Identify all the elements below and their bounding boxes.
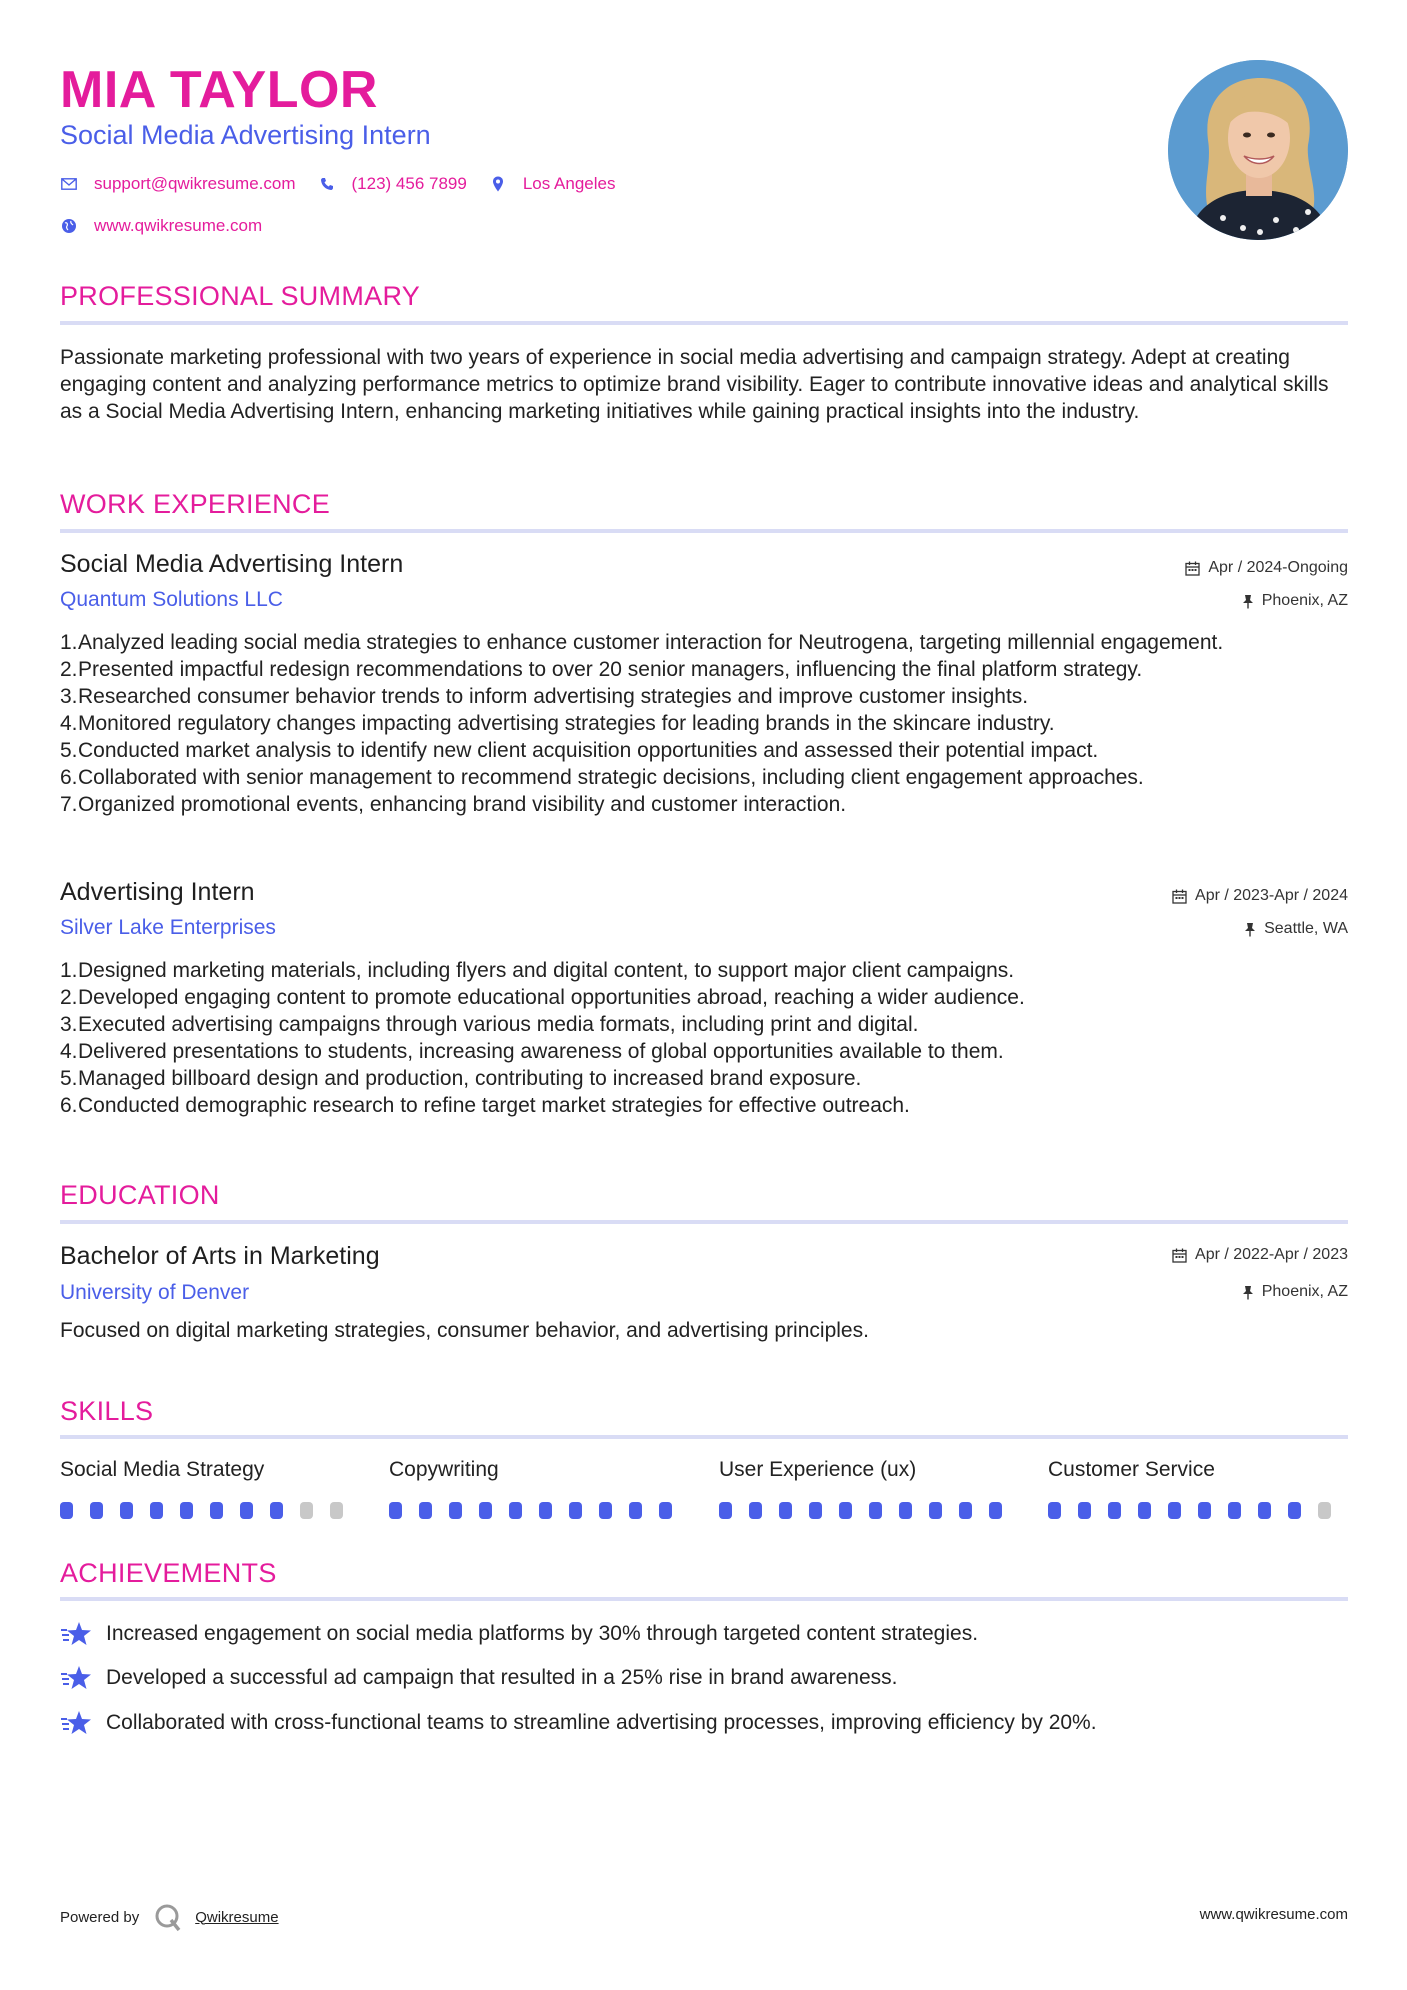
- candidate-role: Social Media Advertising Intern: [60, 120, 431, 150]
- skill-name: Social Media Strategy: [60, 1458, 265, 1481]
- rating-dot-filled: [629, 1502, 642, 1519]
- rating-dot-filled: [509, 1502, 522, 1519]
- candidate-name: MIA TAYLOR: [60, 61, 378, 119]
- job-bullets: [60, 957, 1348, 1119]
- skill-item: [1048, 1458, 1348, 1519]
- list-item: 1. Analyzed leading social media strategies to enhance customer interaction for Neutrogena, targeting millennial engagement.: [60, 631, 1224, 654]
- job-location-text: Seattle, WA: [1264, 920, 1348, 937]
- section-title-education: EDUCATION: [60, 1180, 220, 1210]
- powered-by-label: Powered by: [60, 1908, 140, 1926]
- rating-dot-filled: [1138, 1502, 1151, 1519]
- section-title-achievements: ACHIEVEMENTS: [60, 1558, 277, 1588]
- list-item: 3. Executed advertising campaigns through various media formats, including print and digital.: [60, 1013, 919, 1036]
- rating-dot-filled: [270, 1502, 283, 1519]
- rating-dot-filled: [1198, 1502, 1211, 1519]
- list-item: 7. Organized promotional events, enhancing brand visibility and customer interaction.: [60, 793, 847, 816]
- list-item: 2. Presented impactful redesign recommendations to over 20 senior managers, influencing the final platform strategy.: [60, 658, 1143, 681]
- degree-title: Bachelor of Arts in Marketing: [60, 1242, 380, 1270]
- rating-dot-empty: [330, 1502, 343, 1519]
- skill-item: [719, 1458, 1019, 1519]
- brand-link[interactable]: Qwikresume: [195, 1908, 279, 1926]
- shooting-star-icon: [60, 1709, 92, 1737]
- calendar-icon: [1172, 889, 1187, 904]
- rating-dot-filled: [240, 1502, 253, 1519]
- rating-dot-filled: [120, 1502, 133, 1519]
- rating-dot-filled: [599, 1502, 612, 1519]
- rating-dot-filled: [989, 1502, 1002, 1519]
- envelope-icon: [60, 175, 78, 193]
- achievement-text: Collaborated with cross-functional teams to streamline advertising processes, improving efficiency by 20%.: [106, 1711, 1097, 1734]
- rating-dot-filled: [719, 1502, 732, 1519]
- job-dates-text: Apr / 2023-Apr / 2024: [1195, 887, 1348, 904]
- footer-url[interactable]: www.qwikresume.com: [1199, 1906, 1348, 1923]
- website-text: www.qwikresume.com: [94, 216, 263, 235]
- phone-icon: [318, 175, 336, 193]
- map-pin-icon: [489, 175, 507, 193]
- skill-name: Copywriting: [389, 1458, 499, 1481]
- section-title-experience: WORK EXPERIENCE: [60, 489, 331, 519]
- pushpin-icon: [1242, 594, 1254, 609]
- achievement-item: [60, 1620, 978, 1648]
- rating-dot-filled: [150, 1502, 163, 1519]
- job-dates-text: Apr / 2024-Ongoing: [1208, 559, 1348, 576]
- job-location-text: Phoenix, AZ: [1261, 592, 1348, 609]
- summary-text: Passionate marketing professional with two years of experience in social media advertising and campaign strategy. Adept at creating engaging content and analyzing performance metrics to optimize brand visibility. Eager to contribute innovative ideas and analytical skills as a Social Media Advertising Intern, enhancing marketing initiatives while gaining practical insights into the industry.: [60, 346, 1329, 423]
- job-location: [1242, 592, 1348, 610]
- list-item: 4. Delivered presentations to students, increasing awareness of global opportunities available to them.: [60, 1040, 1004, 1063]
- section-divider: [60, 1220, 1348, 1224]
- job-dates: [1185, 559, 1348, 577]
- rating-dot-filled: [479, 1502, 492, 1519]
- achievement-text: Developed a successful ad campaign that resulted in a 25% rise in brand awareness.: [106, 1666, 898, 1689]
- rating-dot-filled: [90, 1502, 103, 1519]
- rating-dot-filled: [749, 1502, 762, 1519]
- rating-dot-filled: [1258, 1502, 1271, 1519]
- job-title: Advertising Intern: [60, 878, 255, 906]
- contact-email[interactable]: [60, 174, 296, 194]
- contact-website[interactable]: [60, 216, 262, 236]
- rating-dot-filled: [1168, 1502, 1181, 1519]
- job-bullets: [60, 629, 1348, 818]
- job-location: [1244, 920, 1348, 938]
- rating-dot-filled: [779, 1502, 792, 1519]
- rating-dot-filled: [60, 1502, 73, 1519]
- section-divider: [60, 529, 1348, 533]
- skill-rating: [1048, 1502, 1348, 1519]
- achievement-item: [60, 1709, 1097, 1737]
- globe-icon: [60, 217, 78, 235]
- section-divider: [60, 321, 1348, 325]
- rating-dot-filled: [899, 1502, 912, 1519]
- qwikresume-logo-icon: [153, 1902, 183, 1932]
- skill-name: Customer Service: [1048, 1458, 1215, 1481]
- footer-powered-by: [60, 1902, 279, 1932]
- list-item: 5. Conducted market analysis to identify new client acquisition opportunities and assessed their potential impact.: [60, 739, 1099, 762]
- list-item: 5. Managed billboard design and production, contributing to increased brand exposure.: [60, 1067, 862, 1090]
- job-company: Quantum Solutions LLC: [60, 588, 283, 611]
- skill-rating: [719, 1502, 1019, 1519]
- skill-rating: [60, 1502, 360, 1519]
- section-title-summary: PROFESSIONAL SUMMARY: [60, 281, 421, 311]
- skill-name: User Experience (ux): [719, 1458, 917, 1481]
- pushpin-icon: [1244, 922, 1256, 937]
- section-title-skills: SKILLS: [60, 1396, 154, 1426]
- rating-dot-filled: [959, 1502, 972, 1519]
- website-row: [60, 216, 284, 236]
- location-text: Los Angeles: [522, 174, 616, 193]
- rating-dot-filled: [389, 1502, 402, 1519]
- rating-dot-filled: [569, 1502, 582, 1519]
- skill-rating: [389, 1502, 689, 1519]
- job-title: Social Media Advertising Intern: [60, 550, 404, 578]
- list-item: 1. Designed marketing materials, including flyers and digital content, to support major client campaigns.: [60, 959, 1015, 982]
- contact-row: [60, 174, 637, 194]
- list-item: 2. Developed engaging content to promote educational opportunities abroad, reaching a wider audience.: [60, 986, 1025, 1009]
- calendar-icon: [1185, 561, 1200, 576]
- achievement-text: Increased engagement on social media platforms by 30% through targeted content strategies.: [106, 1622, 979, 1645]
- rating-dot-filled: [539, 1502, 552, 1519]
- rating-dot-filled: [659, 1502, 672, 1519]
- profile-photo: [1168, 60, 1348, 240]
- shooting-star-icon: [60, 1664, 92, 1692]
- email-text: support@qwikresume.com: [94, 174, 296, 193]
- rating-dot-filled: [1228, 1502, 1241, 1519]
- education-dates-text: Apr / 2022-Apr / 2023: [1195, 1246, 1348, 1263]
- rating-dot-empty: [1318, 1502, 1331, 1519]
- list-item: 6. Collaborated with senior management to recommend strategic decisions, including client engagement approaches.: [60, 766, 1144, 789]
- contact-location: [489, 174, 616, 194]
- achievement-item: [60, 1664, 897, 1692]
- rating-dot-filled: [839, 1502, 852, 1519]
- contact-phone[interactable]: [318, 174, 467, 194]
- rating-dot-filled: [1048, 1502, 1061, 1519]
- section-divider: [60, 1435, 1348, 1439]
- rating-dot-filled: [419, 1502, 432, 1519]
- rating-dot-filled: [1108, 1502, 1121, 1519]
- rating-dot-empty: [300, 1502, 313, 1519]
- rating-dot-filled: [869, 1502, 882, 1519]
- skill-item: [60, 1458, 360, 1519]
- rating-dot-filled: [929, 1502, 942, 1519]
- list-item: 4. Monitored regulatory changes impacting advertising strategies for leading brands in the skincare industry.: [60, 712, 1055, 735]
- rating-dot-filled: [449, 1502, 462, 1519]
- rating-dot-filled: [1078, 1502, 1091, 1519]
- rating-dot-filled: [1288, 1502, 1301, 1519]
- calendar-icon: [1172, 1248, 1187, 1263]
- phone-text: (123) 456 7899: [351, 174, 467, 193]
- rating-dot-filled: [180, 1502, 193, 1519]
- list-item: 3. Researched consumer behavior trends to inform advertising strategies and improve customer insights.: [60, 685, 1029, 708]
- school-name: University of Denver: [60, 1281, 250, 1304]
- rating-dot-filled: [809, 1502, 822, 1519]
- education-dates: [1172, 1246, 1348, 1264]
- education-location-text: Phoenix, AZ: [1261, 1283, 1348, 1300]
- section-divider: [60, 1597, 1348, 1601]
- job-dates: [1172, 887, 1348, 905]
- shooting-star-icon: [60, 1620, 92, 1648]
- education-location: [1242, 1283, 1348, 1301]
- education-description: Focused on digital marketing strategies, consumer behavior, and advertising principles.: [60, 1319, 869, 1342]
- skill-item: [389, 1458, 689, 1519]
- rating-dot-filled: [210, 1502, 223, 1519]
- pushpin-icon: [1242, 1285, 1254, 1300]
- job-company: Silver Lake Enterprises: [60, 916, 276, 939]
- list-item: 6. Conducted demographic research to refine target market strategies for effective outreach.: [60, 1094, 910, 1117]
